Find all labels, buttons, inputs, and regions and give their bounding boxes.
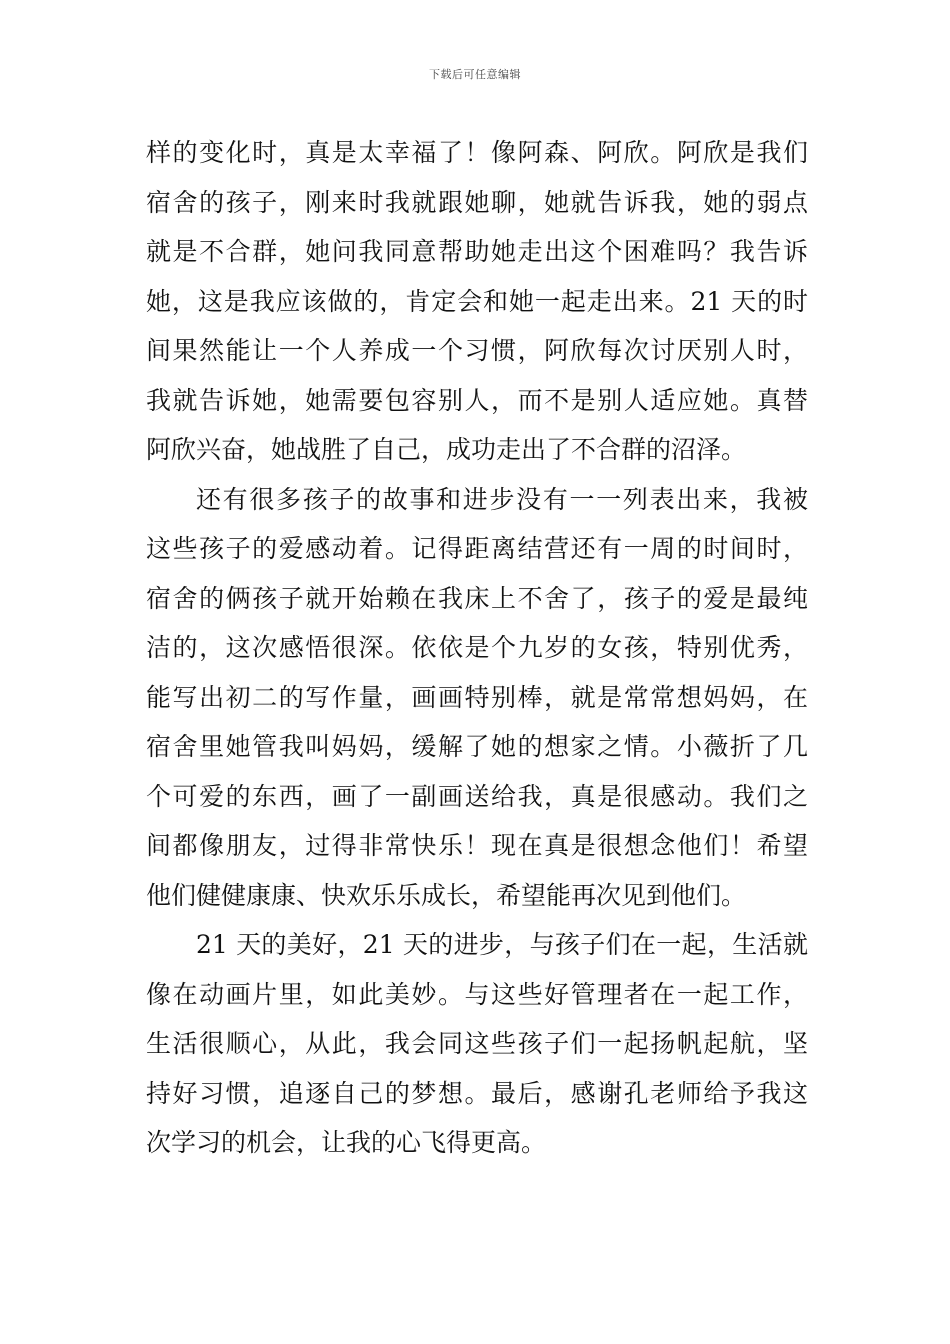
text-line: 就是不合群，她问我同意帮助她走出这个困难吗？我告诉 [146, 237, 808, 266]
text-line: 宿舍的孩子，刚来时我就跟她聊，她就告诉我，她的弱点 [146, 187, 808, 217]
text-line: 个可爱的东西，画了一副画送给我，真是很感动。我们之 [146, 781, 808, 811]
text-line: 次学习的机会，让我的心飞得更高。 [146, 1128, 547, 1157]
text-line: 宿舍里她管我叫妈妈，缓解了她的想家之情。小薇折了几 [146, 732, 808, 761]
text-line: 间果然能让一个人养成一个习惯，阿欣每次讨厌别人时， [146, 336, 808, 365]
text-line: 他们健健康康、快欢乐乐成长，希望能再次见到他们。 [146, 880, 747, 910]
text-line: 宿舍的俩孩子就开始赖在我床上不舍了，孩子的爱是最纯 [146, 583, 808, 613]
text-line: 间都像朋友，过得非常快乐！现在真是很想念他们！希望 [146, 831, 808, 860]
text-line: 样的变化时，真是太幸福了！像阿森、阿欣。阿欣是我们 [146, 138, 808, 167]
text-line: 像在动画片里，如此美妙。与这些好管理者在一起工作， [146, 979, 808, 1009]
text-line: 21 天的美好，21 天的进步，与孩子们在一起，生活就 [196, 930, 808, 959]
text-line: 洁的，这次感悟很深。依依是个九岁的女孩，特别优秀， [146, 633, 808, 662]
text-line: 能写出初二的写作量，画画特别棒，就是常常想妈妈，在 [146, 682, 808, 712]
text-line: 她，这是我应该做的，肯定会和她一起走出来。21 天的时 [146, 286, 808, 316]
text-line: 阿欣兴奋，她战胜了自己，成功走出了不合群的沼泽。 [146, 435, 747, 464]
text-line: 生活很顺心，从此，我会同这些孩子们一起扬帆起航，坚 [146, 1029, 808, 1058]
text-line: 还有很多孩子的故事和进步没有一一列表出来，我被 [196, 484, 808, 514]
text-line: 持好习惯，追逐自己的梦想。最后，感谢孔老师给予我这 [146, 1078, 808, 1108]
body-text [146, 128, 808, 1168]
text-line: 这些孩子的爱感动着。记得距离结营还有一周的时间时， [146, 534, 808, 563]
header-note: 下载后可任意编辑 [429, 68, 521, 81]
text-line: 我就告诉她，她需要包容别人，而不是别人适应她。真替 [146, 385, 808, 415]
